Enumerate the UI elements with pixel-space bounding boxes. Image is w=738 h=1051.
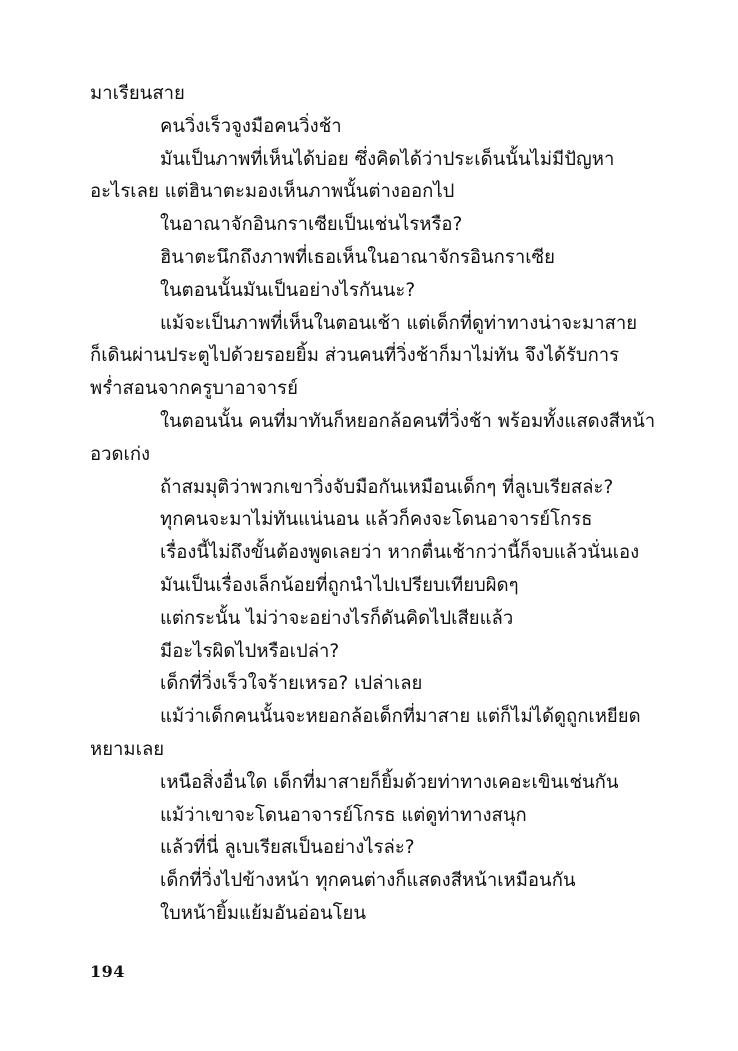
body-text xyxy=(90,78,656,931)
text-line: แม้จะเป็นภาพที่เห็นในตอนเช้า แต่เด็กที่ดูท่าทางน่าจะมาสาย xyxy=(160,312,638,334)
text-line: แม้ว่าเขาจะโดนอาจารย์โกรธ แต่ดูท่าทางสนุก xyxy=(160,804,527,826)
page-number: 194 xyxy=(90,962,125,981)
text-line: มาเรียนสาย xyxy=(90,83,185,104)
text-line: มันเป็นเรื่องเล็กน้อยที่ถูกนำไปเปรียบเทียบผิดๆ xyxy=(160,574,519,596)
text-line: มันเป็นภาพที่เห็นได้บ่อย ซึ่งคิดได้ว่าประเด็นนั้นไม่มีปัญหา xyxy=(160,148,615,170)
text-line: เด็กที่วิ่งเร็วใจร้ายเหรอ? เปล่าเลย xyxy=(160,673,423,695)
text-line: คนวิ่งเร็วจูงมือคนวิ่งช้า xyxy=(160,115,342,137)
text-line: เรื่องนี้ไม่ถึงขั้นต้องพูดเลยว่า หากตื่นเช้ากว่านี้ก็จบแล้วนั่นเอง xyxy=(160,542,640,564)
text-line: แต่กระนั้น ไม่ว่าจะอย่างไรก็ดันคิดไปเสียแล้ว xyxy=(160,607,514,629)
text-line: ทุกคนจะมาไม่ทันแน่นอน แล้วก็คงจะโดนอาจารย์โกรธ xyxy=(160,509,593,531)
text-line: ก็เดินผ่านประตูไปด้วยรอยยิ้ม ส่วนคนที่วิ่งช้าก็มาไม่ทัน จึงได้รับการ xyxy=(90,345,620,367)
text-line: แม้ว่าเด็กคนนั้นจะหยอกล้อเด็กที่มาสาย แต่ก็ไม่ได้ดูถูกเหยียด xyxy=(160,706,641,728)
text-line: พร่ำสอนจากครูบาอาจารย์ xyxy=(90,378,298,400)
text-line: อวดเก่ง xyxy=(90,443,151,465)
text-line: ในอาณาจักอินกราเซียเป็นเช่นไรหรือ? xyxy=(160,214,463,236)
text-line: มีอะไรผิดไปหรือเปล่า? xyxy=(160,640,340,662)
text-line: ในตอนนั้นมันเป็นอย่างไรกันนะ? xyxy=(160,279,416,301)
text-line: หยามเลย xyxy=(90,738,165,760)
text-line: ฮินาตะนึกถึงภาพที่เธอเห็นในอาณาจักรอินกราเซีย xyxy=(160,246,555,268)
text-line: ใบหน้ายิ้มแย้มอันอ่อนโยน xyxy=(160,902,367,924)
text-line: เด็กที่วิ่งไปข้างหน้า ทุกคนต่างก็แสดงสีหน้าเหมือนกัน xyxy=(160,870,576,892)
text-line: ถ้าสมมุติว่าพวกเขาวิ่งจับมือกันเหมือนเด็กๆ ที่ลูเบเรียสล่ะ? xyxy=(160,476,614,498)
text-line: แล้วที่นี่ ลูเบเรียสเป็นอย่างไรล่ะ? xyxy=(160,837,415,859)
text-line: ในตอนนั้น คนที่มาทันก็หยอกล้อคนที่วิ่งช้า พร้อมทั้งแสดงสีหน้า xyxy=(160,410,656,432)
text-line: เหนือสิ่งอื่นใด เด็กที่มาสายก็ยิ้มด้วยท่าทางเคอะเขินเช่นกัน xyxy=(160,771,619,793)
text-line: อะไรเลย แต่ฮินาตะมองเห็นภาพนั้นต่างออกไป xyxy=(90,181,455,203)
